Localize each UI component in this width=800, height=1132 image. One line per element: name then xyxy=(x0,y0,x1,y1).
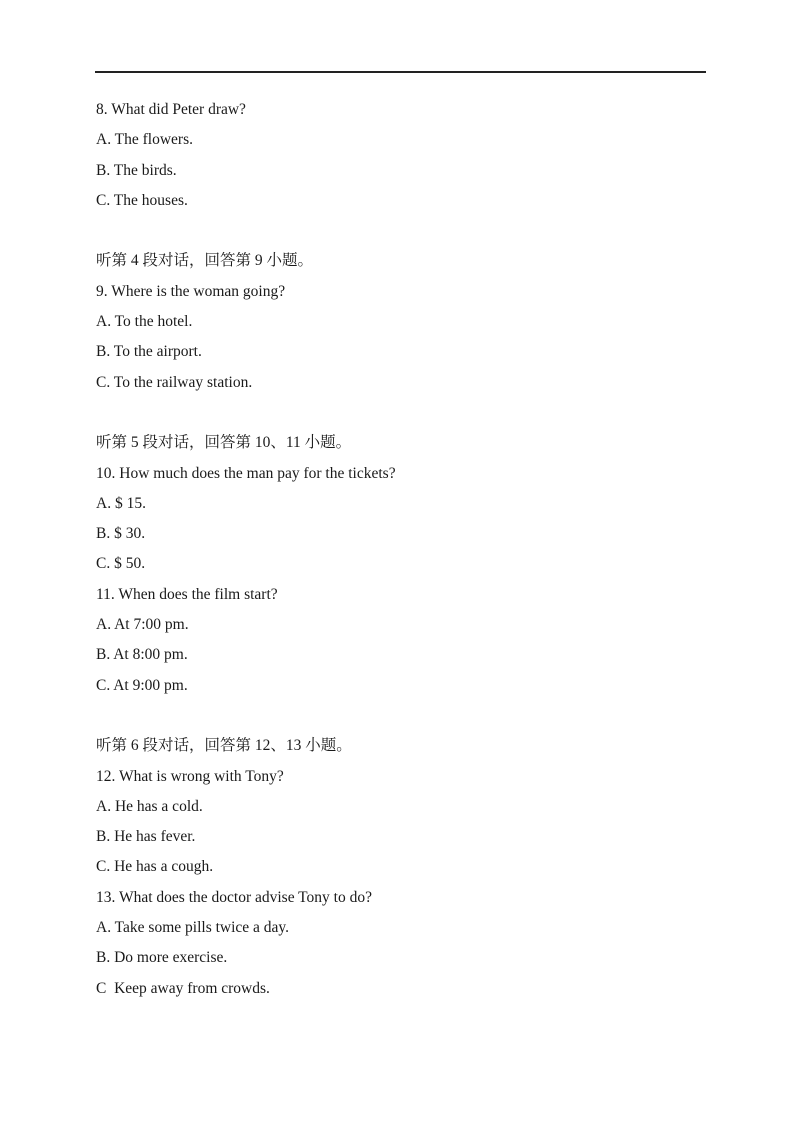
answer-option: C Keep away from crowds. xyxy=(96,979,270,997)
question-text: 12. What is wrong with Tony? xyxy=(96,767,284,785)
section-6 xyxy=(96,731,706,1004)
answer-option: C. He has a cough. xyxy=(96,858,214,876)
section-5 xyxy=(96,428,706,701)
question-text: 11. When does the film start? xyxy=(96,585,278,603)
section-4 xyxy=(96,246,706,397)
section-instruction: 听第 5 段对话，回答第 10、11 小题。 xyxy=(96,434,352,452)
header-rule xyxy=(95,71,706,73)
question-text: 9. Where is the woman going? xyxy=(96,282,286,300)
answer-option: C. The houses. xyxy=(96,191,188,209)
answer-option: B. $ 30. xyxy=(96,525,146,543)
answer-option: B. At 8:00 pm. xyxy=(96,646,188,664)
document-body xyxy=(96,95,706,1004)
question-text: 8. What did Peter draw? xyxy=(96,101,246,118)
answer-option: A. Take some pills twice a day. xyxy=(96,919,290,937)
question-text: 13. What does the doctor advise Tony to do? xyxy=(96,888,372,906)
answer-option: C. $ 50. xyxy=(96,555,146,573)
answer-option: B. To the airport. xyxy=(96,343,202,361)
answer-option: A. At 7:00 pm. xyxy=(96,616,189,634)
answer-option: A. He has a cold. xyxy=(96,797,203,815)
answer-option: A. The flowers. xyxy=(96,131,193,149)
section-instruction: 听第 6 段对话，回答第 12、13 小题。 xyxy=(96,737,352,755)
section-instruction: 听第 4 段对话，回答第 9 小题。 xyxy=(96,252,314,270)
answer-option: A. To the hotel. xyxy=(96,313,193,331)
answer-option: C. To the railway station. xyxy=(96,373,253,391)
answer-option: B. Do more exercise. xyxy=(96,949,228,967)
answer-option: B. The birds. xyxy=(96,161,177,179)
answer-option: C. At 9:00 pm. xyxy=(96,676,188,694)
answer-option: A. $ 15. xyxy=(96,494,146,512)
question-block xyxy=(96,95,706,216)
question-text: 10. How much does the man pay for the tickets? xyxy=(96,464,396,482)
answer-option: B. He has fever. xyxy=(96,828,196,846)
